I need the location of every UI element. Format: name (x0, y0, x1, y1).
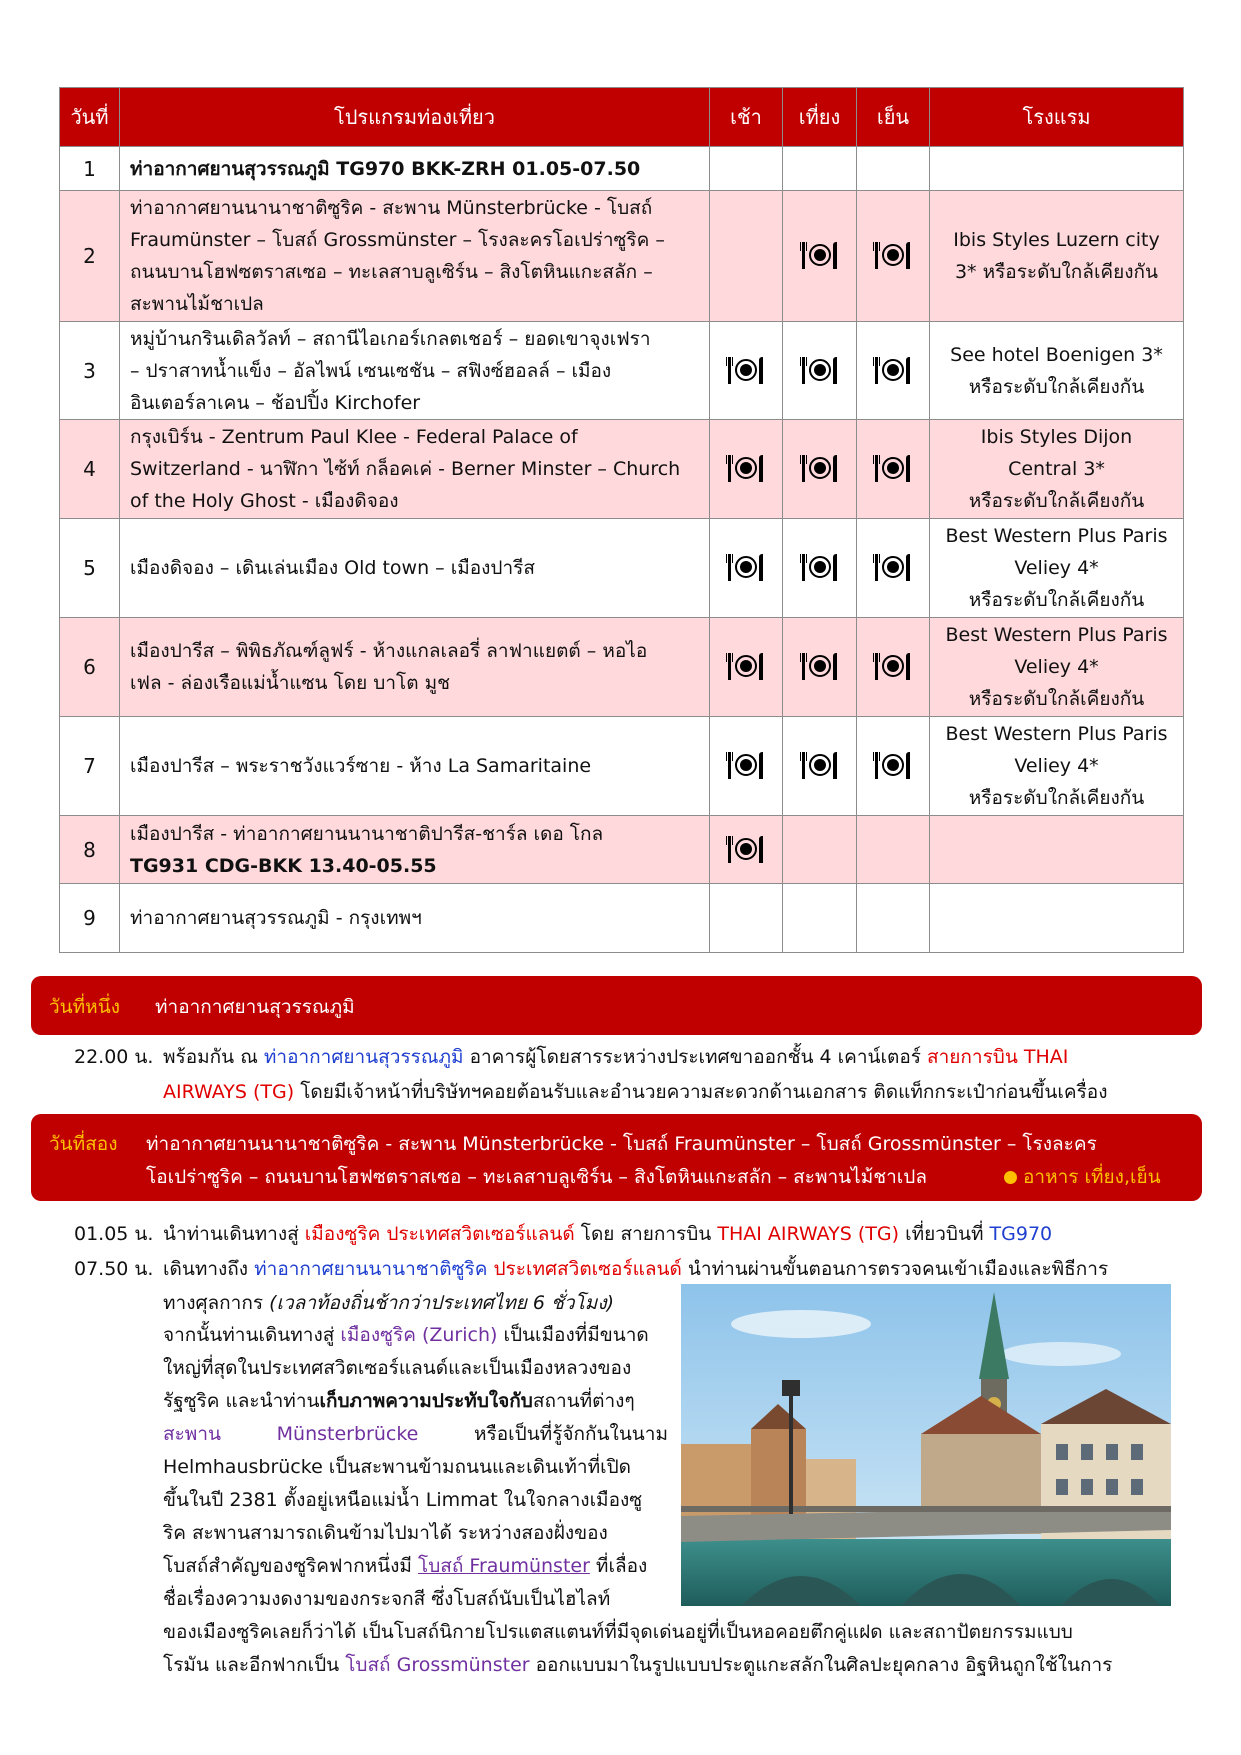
lunch-cell (783, 322, 857, 420)
table-row (60, 717, 1184, 816)
hotel-line: หรือระดับใกล้เคียงกัน (968, 688, 1145, 710)
lunch-cell (783, 618, 857, 717)
zurich-airport: ท่าอากาศยานนานาชาติซูริค (254, 1258, 488, 1280)
table-row (60, 322, 1184, 420)
day2-line-5: ใหญ่ที่สุดในประเทศสวิตเซอร์แลนด์และเป็นเมืองหลวงของ (163, 1357, 632, 1379)
dinner-cell (857, 884, 930, 953)
day-number: 6 (60, 618, 120, 717)
text: นำท่านผ่านขั้นตอนการตรวจคนเข้าเมืองและพิธีการ (681, 1258, 1109, 1280)
day-number: 4 (60, 420, 120, 519)
header-breakfast: เช้า (710, 88, 783, 147)
lunch-cell (783, 816, 857, 884)
day2-line-4 (163, 1320, 649, 1350)
day2-line-11 (163, 1551, 647, 1581)
hotel-line: Ibis Styles Dijon (980, 426, 1133, 448)
hotel-line: Veliey 4* (1014, 755, 1099, 777)
program-line: อินเตอร์ลาเคน – ช้อปปิ้ง Kirchofer (130, 391, 421, 414)
day-number: 8 (60, 816, 120, 884)
hotel-line: Central 3* (1008, 458, 1105, 480)
meal-plate-icon (726, 454, 766, 484)
program-line: เมืองปารีส – พระราชวังแวร์ซาย - ห้าง La Samaritaine (130, 755, 592, 777)
day-number: 9 (60, 884, 120, 953)
dinner-cell (857, 322, 930, 420)
meal-plate-icon (726, 356, 766, 386)
meal-plate-icon (726, 652, 766, 682)
text: หรือเป็นที่รู้จักกันในนาม (418, 1423, 668, 1445)
meal-plate-icon (726, 751, 766, 781)
hotel-cell (930, 147, 1184, 191)
program-cell (120, 420, 710, 519)
day2-line-8: Helmhausbrücke เป็นสะพานข้ามถนนและเดินเท้าที่เปิด (163, 1456, 632, 1478)
day2-banner (31, 1114, 1202, 1201)
dinner-cell (857, 191, 930, 322)
breakfast-cell (710, 519, 783, 618)
text: เที่ยวบินที่ (899, 1223, 990, 1245)
hotel-cell (930, 717, 1184, 816)
meal-plate-icon (873, 356, 913, 386)
dinner-cell (857, 717, 930, 816)
text: ที่เลื่อง (589, 1555, 648, 1577)
lunch-cell (783, 884, 857, 953)
program-line: เมืองปารีส - ท่าอากาศยานนานาชาติปารีส-ชาร์ล เดอ โกล (130, 822, 604, 845)
program-cell (120, 717, 710, 816)
program-line: ถนนบานโฮฟซตราสเซอ – ทะเลสาบลูเซิร์น – สิงโตหินแกะสลัก – (130, 261, 653, 283)
hotel-line: Best Western Plus Paris (945, 525, 1168, 547)
header-dinner: เย็น (857, 88, 930, 147)
day-number: 7 (60, 717, 120, 816)
airline: THAI AIRWAYS (TG) (717, 1223, 900, 1245)
meal-plate-icon (873, 652, 913, 682)
hotel-cell (930, 519, 1184, 618)
breakfast-cell (710, 322, 783, 420)
day1-label: วันที่หนึ่ง (49, 996, 120, 1018)
text: โดย สายการบิน (574, 1223, 718, 1245)
dinner-cell (857, 618, 930, 717)
text: นำท่านเดินทางสู่ (163, 1223, 305, 1245)
text: สถานที่ต่างๆ (532, 1390, 635, 1412)
day-number: 3 (60, 322, 120, 420)
zurich-city: เมืองซูริค (Zurich) (340, 1324, 498, 1346)
lunch-cell (783, 519, 857, 618)
switzerland: ประเทศสวิตเซอร์แลนด์ (493, 1258, 682, 1280)
day2-time-2: 07.50 น. (74, 1258, 154, 1280)
text: จากนั้นท่านเดินทางสู่ (163, 1324, 341, 1346)
meal-plate-icon (800, 241, 840, 271)
day2-line-10: ริค สะพานสามารถเดินข้ามไปมาได้ ระหว่างสองฝั่งของ (163, 1522, 608, 1544)
text: เดินทางถึง (163, 1258, 255, 1280)
header-day: วันที่ (60, 88, 120, 147)
day1-text: อาคารผู้โดยสารระหว่างประเทศขาออกชั้น 4 เคาน์เตอร์ (463, 1046, 927, 1068)
hotel-cell (930, 618, 1184, 717)
zurich-photo (681, 1284, 1171, 1606)
hotel-line: หรือระดับใกล้เคียงกัน (968, 375, 1145, 398)
program-line: of the Holy Ghost - เมืองดิจอง (130, 490, 399, 512)
day2-line-7 (163, 1419, 668, 1449)
lunch-cell (783, 420, 857, 519)
hotel-line: 3* หรือระดับใกล้เคียงกัน (954, 261, 1159, 283)
text: รัฐซูริค และนำท่าน (163, 1390, 320, 1412)
table-row (60, 191, 1184, 322)
day2-line-13: ของเมืองซูริคเลยก็ว่าได้ เป็นโบสถ์นิกายโปรแตสแตนท์ที่มีจุดเด่นอยู่ที่เป็นหอคอยตึกคู่แฝด และสถาปัตยกรรมแบบ (163, 1621, 1073, 1643)
lunch-cell (783, 717, 857, 816)
table-row (60, 519, 1184, 618)
meal-dot-icon (1004, 1171, 1017, 1184)
hotel-cell (930, 322, 1184, 420)
program-line: กรุงเบิร์น - Zentrum Paul Klee - Federal Palace of (130, 426, 578, 448)
munsterbrucke: สะพาน Münsterbrücke (163, 1423, 419, 1445)
text: ทางศุลกากร (163, 1292, 270, 1314)
day-number: 2 (60, 191, 120, 322)
breakfast-cell (710, 191, 783, 322)
fraumunster-link[interactable]: โบสถ์ Fraumünster (418, 1555, 590, 1577)
hotel-line: หรือระดับใกล้เคียงกัน (968, 787, 1145, 809)
program-line: ท่าอากาศยานสุวรรณภูมิ TG970 BKK-ZRH 01.05-07.50 (130, 157, 641, 180)
program-cell (120, 618, 710, 717)
program-cell (120, 322, 710, 420)
flight-number: TG970 (989, 1223, 1053, 1245)
day1-line-1 (163, 1042, 1068, 1072)
itinerary-table (59, 87, 1184, 953)
program-line: เมืองปารีส – พิพิธภัณฑ์ลูฟร์ - ห้างแกลเลอรี่ ลาฟาแยตต์ – หอไอ (130, 640, 648, 662)
breakfast-cell (710, 884, 783, 953)
day2-meal-text: อาหาร เที่ยง,เย็น (1023, 1166, 1161, 1188)
header-lunch: เที่ยง (783, 88, 857, 147)
day2-time-1: 01.05 น. (74, 1223, 154, 1245)
table-row (60, 884, 1184, 953)
lunch-cell (783, 147, 857, 191)
meal-plate-icon (873, 553, 913, 583)
hotel-line: Veliey 4* (1014, 656, 1099, 678)
day2-title-line1: ท่าอากาศยานนานาชาติซูริค - สะพาน Münsterbrücke - โบสถ์ Fraumünster – โบสถ์ Grossmünster – โรงละคร (146, 1133, 1097, 1155)
hotel-line: หรือระดับใกล้เคียงกัน (968, 490, 1145, 512)
dinner-cell (857, 147, 930, 191)
day2-line-14 (163, 1650, 1112, 1680)
highlight-text: เก็บภาพความประทับใจกับ (319, 1390, 533, 1412)
text: เป็นเมืองที่มีขนาด (497, 1324, 649, 1346)
dinner-cell (857, 420, 930, 519)
program-line: ท่าอากาศยานนานาชาติซูริค - สะพาน Münsterbrücke - โบสถ์ (130, 197, 653, 219)
table-row (60, 618, 1184, 717)
meal-plate-icon (800, 356, 840, 386)
table-header-row (60, 88, 1184, 147)
hotel-cell (930, 191, 1184, 322)
table-body (60, 147, 1184, 953)
program-line: TG931 CDG-BKK 13.40-05.55 (130, 854, 437, 877)
hotel-cell (930, 816, 1184, 884)
table-row (60, 147, 1184, 191)
table-row (60, 816, 1184, 884)
text: โรมัน และอีกฟากเป็น (163, 1654, 346, 1676)
program-cell (120, 191, 710, 322)
header-hotel: โรงแรม (930, 88, 1184, 147)
breakfast-cell (710, 147, 783, 191)
meal-plate-icon (726, 835, 766, 865)
meal-plate-icon (873, 241, 913, 271)
day2-line-1 (163, 1219, 1052, 1249)
day1-text: พร้อมกัน ณ (163, 1046, 264, 1068)
day2-title-line2: โอเปร่าซูริค – ถนนบานโฮฟซตราสเซอ – ทะเลสาบลูเซิร์น – สิงโตหินแกะสลัก – สะพานไม้ชาเปล (146, 1166, 928, 1188)
meal-plate-icon (800, 751, 840, 781)
day2-line-3 (163, 1288, 614, 1318)
hotel-cell (930, 884, 1184, 953)
hotel-line: Best Western Plus Paris (945, 723, 1168, 745)
breakfast-cell (710, 717, 783, 816)
day1-line-2 (163, 1077, 1108, 1107)
meal-plate-icon (726, 553, 766, 583)
program-line: ท่าอากาศยานสุวรรณภูมิ - กรุงเทพฯ (130, 907, 422, 929)
day2-label: วันที่สอง (49, 1133, 118, 1155)
dinner-cell (857, 519, 930, 618)
day2-line-2 (163, 1254, 1108, 1284)
day1-text: โดยมีเจ้าหน้าที่บริษัทฯคอยต้อนรับและอำนวยความสะดวกด้านเอกสาร ติดแท็กกระเป๋าก่อนขึ้นเครื่อง (294, 1081, 1108, 1103)
program-cell (120, 884, 710, 953)
program-line: Switzerland - นาฬิกา ไซ้ท์ กล็อคเค่ - Berner Minster – Church (130, 458, 681, 480)
day1-airport: ท่าอากาศยานสุวรรณภูมิ (263, 1046, 464, 1068)
day1-title: ท่าอากาศยานสุวรรณภูมิ (155, 996, 355, 1018)
text: ออกแบบมาในรูปแบบประตูแกะสลักในศิลปะยุคกลาง อิฐหินถูกใช้ในการ (529, 1654, 1113, 1676)
hotel-line: หรือระดับใกล้เคียงกัน (968, 589, 1145, 611)
breakfast-cell (710, 420, 783, 519)
program-line: หมู่บ้านกรินเดิลวัลท์ – สถานีไอเกอร์เกลตเชอร์ – ยอดเขาจุงเฟรา (130, 327, 651, 350)
text: โบสถ์สำคัญของซูริคฟากหนึ่งมี (163, 1555, 418, 1577)
meal-plate-icon (800, 652, 840, 682)
lunch-cell (783, 191, 857, 322)
day1-airline: สายการบิน THAI (927, 1046, 1069, 1068)
program-line: เฟล - ล่องเรือแม่น้ำแซน โดย บาโต มูช (130, 672, 451, 694)
day-number: 1 (60, 147, 120, 191)
day2-line-12: ชื่อเรื่องความงดงามของกระจกสี ซึ่งโบสถ์นับเป็นไฮไลท์ (163, 1588, 611, 1610)
day1-airline-cont: AIRWAYS (TG) (163, 1081, 295, 1103)
header-program: โปรแกรมท่องเที่ยว (120, 88, 710, 147)
day1-time: 22.00 น. (74, 1046, 154, 1068)
hotel-line: See hotel Boenigen 3* (950, 343, 1163, 366)
day2-line-9: ขึ้นในปี 2381 ตั้งอยู่เหนือแม่น้ำ Limmat ในใจกลางเมืองซู (163, 1489, 643, 1511)
program-line: เมืองดิจอง – เดินเล่นเมือง Old town – เมืองปารีส (130, 557, 535, 579)
day1-banner (31, 976, 1202, 1035)
meal-plate-icon (800, 553, 840, 583)
breakfast-cell (710, 816, 783, 884)
program-line: – ปราสาทน้ำแข็ง – อัลไพน์ เซนเซชัน – สฟิงซ์ฮอลล์ – เมือง (130, 359, 612, 382)
day-number: 5 (60, 519, 120, 618)
program-cell (120, 147, 710, 191)
hotel-line: Veliey 4* (1014, 557, 1099, 579)
meal-plate-icon (873, 454, 913, 484)
program-line: Fraumünster – โบสถ์ Grossmünster – โรงละครโอเปร่าซูริค – (130, 229, 665, 251)
program-cell (120, 519, 710, 618)
hotel-cell (930, 420, 1184, 519)
meal-plate-icon (873, 751, 913, 781)
day2-line-6 (163, 1386, 635, 1416)
breakfast-cell (710, 618, 783, 717)
dinner-cell (857, 816, 930, 884)
meal-plate-icon (800, 454, 840, 484)
day2-meal-tag (1004, 1162, 1161, 1192)
dest-zurich: เมืองซูริค ประเทศสวิตเซอร์แลนด์ (304, 1223, 575, 1245)
table-row (60, 420, 1184, 519)
hotel-line: Best Western Plus Paris (945, 624, 1168, 646)
hotel-line: Ibis Styles Luzern city (953, 229, 1160, 251)
program-cell (120, 816, 710, 884)
time-note: (เวลาท้องถิ่นช้ากว่าประเทศไทย 6 ชั่วโมง) (269, 1292, 615, 1314)
grossmunster: โบสถ์ Grossmünster (345, 1654, 530, 1676)
program-line: สะพานไม้ชาเปล (130, 293, 264, 315)
